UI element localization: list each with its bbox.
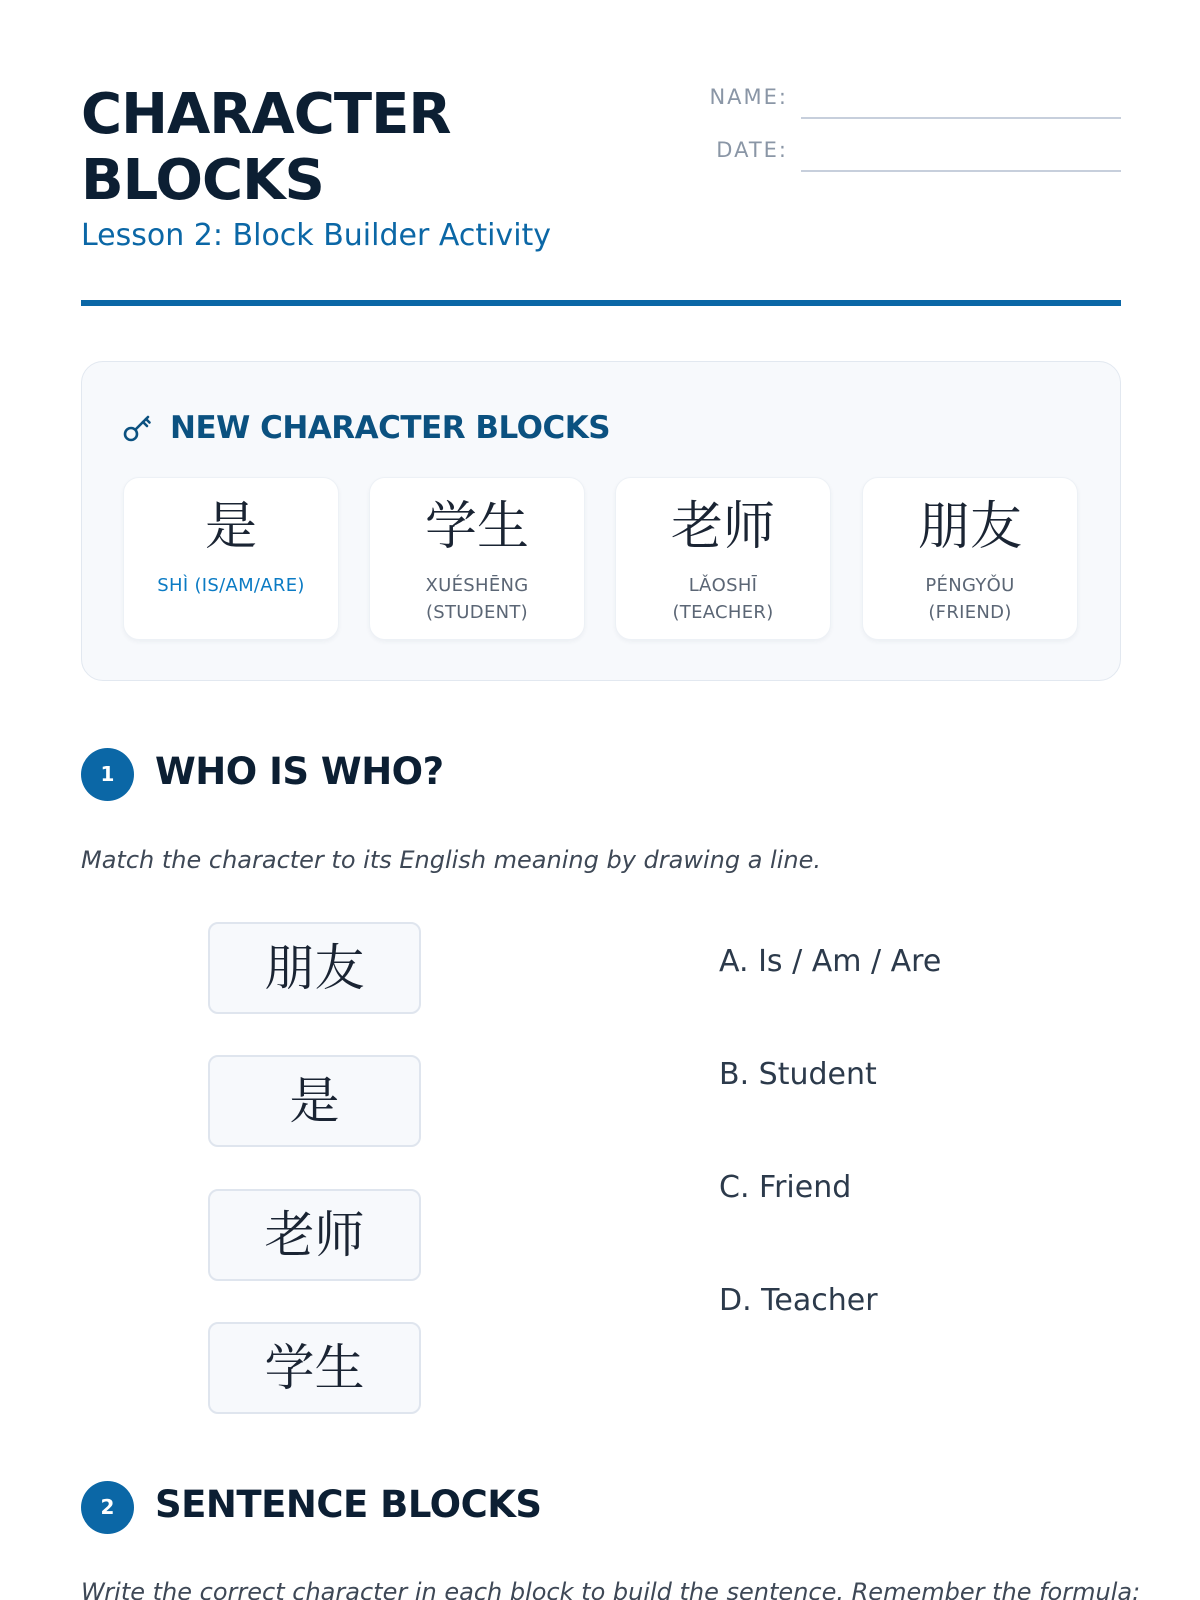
section-2-instruction: Write the correct character in each block to build the sentence. Remember the formula: <box>81 1578 1141 1600</box>
vocab-character: 是 <box>204 497 257 557</box>
vocab-character: 老师 <box>670 497 775 557</box>
vocab-pinyin: XUÉSHĒNG (STUDENT) <box>425 575 529 623</box>
match-option[interactable]: B. Student <box>719 1057 877 1092</box>
name-field[interactable] <box>801 117 1121 119</box>
match-character-block[interactable]: 朋友 <box>208 922 421 1014</box>
date-field[interactable] <box>801 170 1121 172</box>
date-label: DATE: <box>716 138 788 162</box>
vocab-card <box>862 477 1078 640</box>
vocab-pinyin: SHÌ (IS/AM/ARE) <box>157 575 305 596</box>
title-line-2: BLOCKS <box>81 148 324 213</box>
new-character-blocks-panel <box>81 361 1121 681</box>
vocab-pinyin: LǍOSHĪ (TEACHER) <box>672 575 774 623</box>
vocab-character: 朋友 <box>917 497 1022 557</box>
vocab-card <box>123 477 339 640</box>
lesson-subtitle: Lesson 2: Block Builder Activity <box>81 218 552 253</box>
header-divider <box>81 300 1121 306</box>
panel-title: NEW CHARACTER BLOCKS <box>170 410 611 446</box>
match-option[interactable]: C. Friend <box>719 1170 852 1205</box>
page-title <box>81 82 450 214</box>
section-1-instruction: Match the character to its English meaning by drawing a line. <box>81 846 821 874</box>
key-icon <box>122 413 152 443</box>
match-character-block[interactable]: 老师 <box>208 1189 421 1281</box>
vocab-card <box>369 477 585 640</box>
section-1-title: WHO IS WHO? <box>155 750 444 793</box>
match-option[interactable]: A. Is / Am / Are <box>719 944 942 979</box>
vocab-card <box>615 477 831 640</box>
vocab-pinyin: PÉNGYǑU (FRIEND) <box>925 575 1015 623</box>
vocab-character: 学生 <box>424 497 529 557</box>
section-2-number-badge: 2 <box>81 1481 134 1534</box>
match-character-block[interactable]: 学生 <box>208 1322 421 1414</box>
match-option[interactable]: D. Teacher <box>719 1283 878 1318</box>
section-2-title: SENTENCE BLOCKS <box>155 1483 542 1526</box>
match-character-block[interactable]: 是 <box>208 1055 421 1147</box>
title-line-1: CHARACTER <box>81 82 451 147</box>
section-1-number-badge: 1 <box>81 748 134 801</box>
name-label: NAME: <box>709 85 788 109</box>
panel-header <box>122 410 610 446</box>
